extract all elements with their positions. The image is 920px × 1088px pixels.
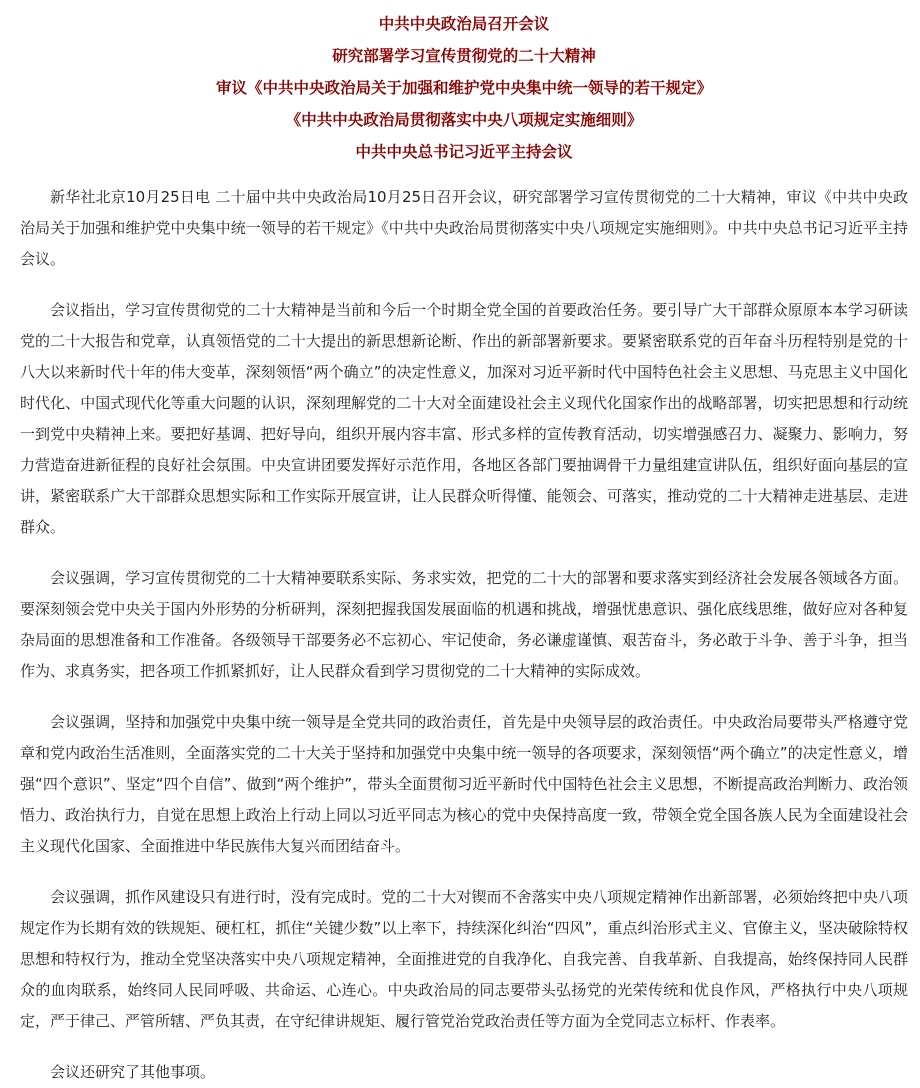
headline-line-5: 中共中央总书记习近平主持会议 [355,143,573,161]
article-paragraph: 新华社北京10月25日电 二十届中共中央政治局10月25日召开会议，研究部署学习宣传贯彻党的二十大精神，审议《中共中央政治局关于加强和维护党中央集中统一领导的若干规定》《中共中央政治局贯彻落实中央八项规定实施细则》。中共中央总书记习近平主持会议。 [20,188,908,268]
article-paragraph: 会议指出，学习宣传贯彻党的二十大精神是当前和今后一个时期全党全国的首要政治任务。要引导广大干部群众原原本本学习研读党的二十大报告和党章，认真领悟党的二十大提出的新思想新论断、作出的新部署新要求。要紧密联系党的百年奋斗历程特别是党的十八大以来新时代十年的伟大变革，深刻领悟“两个确立”的决定性意义，加深对习近平新时代中国特色社会主义思想、马克思主义中国化时代化、中国式现代化等重大问题的认识，深刻理解党的二十大对全面建设社会主义现代化国家作出的战略部署，切实把思想和行动统一到党中央精神上来。要把好基调、把好导向，组织开展内容丰富、形式多样的宣传教育活动，切实增强感召力、凝聚力、影响力，努力营造奋进新征程的良好社会氛围。中央宣讲团要发挥好示范作用，各地区各部门要抽调骨干力量组建宣讲队伍，组织好面向基层的宣讲，紧密联系广大干部群众思想实际和工作实际开展宣讲，让人民群众听得懂、能领会、可落实，推动党的二十大精神走进基层、走进群众。 [20,301,908,536]
article-paragraph: 会议还研究了其他事项。 [50,1063,216,1081]
article-paragraph: 会议强调，学习宣传贯彻党的二十大精神要联系实际、务求实效，把党的二十大的部署和要求落实到经济社会发展各领域各方面。要深刻领会党中央关于国内外形势的分析研判，深刻把握我国发展面临的机遇和挑战，增强忧患意识、强化底线思维，做好应对各种复杂局面的思想准备和工作准备。各级领导干部要务必不忘初心、牢记使命，务必谦虚谨慎、艰苦奋斗，务必敢于斗争、善于斗争，担当作为、求真务实，把各项工作抓紧抓好，让人民群众看到学习贯彻党的二十大精神的实际成效。 [20,569,908,680]
article-paragraph: 会议强调，坚持和加强党中央集中统一领导是全党共同的政治责任，首先是中央领导层的政治责任。中央政治局要带头严格遵守党章和党内政治生活准则，全面落实党的二十大关于坚持和加强党中央集中统一领导的各项要求，深刻领悟“两个确立”的决定性意义，增强“四个意识”、坚定“四个自信”、做到“两个维护”，带头全面贯彻习近平新时代中国特色社会主义思想，不断提高政治判断力、政治领悟力、政治执行力，自觉在思想上政治上行动上同以习近平同志为核心的党中央保持高度一致，带领全党全国各族人民为全面建设社会主义现代化国家、全面推进中华民族伟大复兴而团结奋斗。 [20,713,908,855]
article-body [20,182,908,1088]
article-paragraph: 会议强调，抓作风建设只有进行时，没有完成时。党的二十大对锲而不舍落实中央八项规定精神作出新部署，必须始终把中央八项规定作为长期有效的铁规矩、硬杠杠，抓住“关键少数”以上率下，持续深化纠治“四风”，重点纠治形式主义、官僚主义，坚决破除特权思想和特权行为，推动全党坚决落实中央八项规定精神，全面推进党的自我净化、自我完善、自我革新、自我提高，始终保持同人民群众的血肉联系，始终同人民同呼吸、共命运、心连心。中央政治局的同志要带头弘扬党的光荣传统和优良作风，严格执行中央八项规定，严于律己、严管所辖、严负其责，在守纪律讲规矩、履行管党治党政治责任等方面为全党同志立标杆、作表率。 [20,888,908,1030]
headline-block [20,8,908,168]
headline-line-2: 研究部署学习宣传贯彻党的二十大精神 [332,47,596,65]
headline-line-4: 《中共中央政治局贯彻落实中央八项规定实施细则》 [285,111,643,129]
headline-line-3: 审议《中共中央政治局关于加强和维护党中央集中统一领导的若干规定》 [215,79,712,97]
headline-line-1: 中共中央政治局召开会议 [378,15,550,33]
